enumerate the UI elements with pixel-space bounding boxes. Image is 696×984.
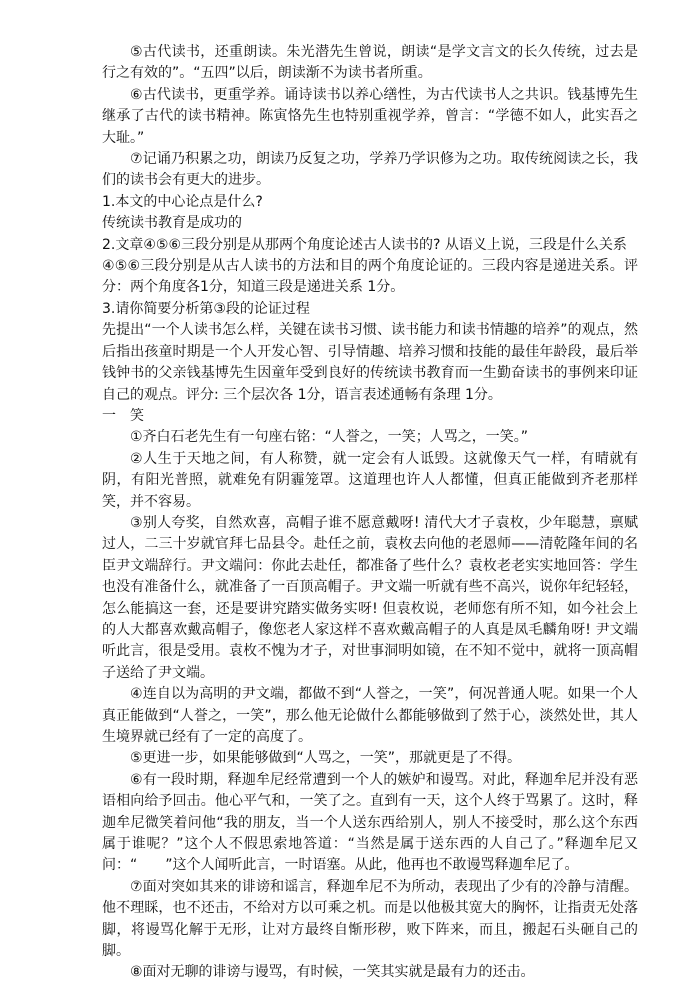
essay-paragraph-6: ⑥有一段时期，释迦牟尼经常遭到一个人的嫉妒和谩骂。对此，释迦牟尼并没有恶语相向给予回击。他心平气和，一笑了之。直到有一天，这个人终于骂累了。这时，释迦牟尼微笑着问他“我的朋友，当一个人送东西给别人，别人不接受时，那么这个东西属于谁呢？”这个人不假思索地答道：“当然是属于送东西的人自己了。”释迦牟尼又问：“ ”这个人闻听此言，一时语塞。从此，他再也不敢谩骂释迦牟尼了。 [102, 771, 638, 874]
essay-paragraph-2: ②人生于天地之间，有人称赞，就一定会有人诋毁。这就像天气一样，有晴就有阴，有阳光普照，就难免有阴霾笼罩。这道理也许人人都懂，但真正能做到齐老那样笑，并不容易。 [102, 450, 638, 510]
essay-paragraph-8: ⑧面对无聊的诽谤与谩骂，有时候，一笑其实就是最有力的还击。 [130, 964, 535, 981]
paragraph-7: ⑦记诵乃积累之功，朗读乃反复之功，学养乃学识修为之功。取传统阅读之长，我们的读书会有更大的进步。 [102, 151, 638, 189]
paragraph-5: ⑤古代读书，还重朗读。朱光潜先生曾说，朗读“是学文言文的长久传统，过去是行之有效的”。“五四”以后，朗读渐不为读书者所重。 [102, 44, 638, 82]
answer-2: ④⑤⑥三段分别是从古人读书的方法和目的两个角度论证的。三段内容是递进关系。评分：两个角度各1分，知道三段是递进关系 1分。 [102, 258, 638, 296]
document-page [102, 42, 638, 984]
question-2: 2.文章④⑤⑥三段分别是从那两个角度论述古人读书的? 从语义上说，三段是什么关系 [102, 236, 627, 253]
paragraph-6: ⑥古代读书，更重学养。诵诗读书以养心缮性，为古代读书人之共识。钱基博先生继承了古代的读书精神。陈寅恪先生也特别重视学养，曾言：“学德不如人，此实吾之大耻。” [102, 86, 638, 146]
answer-3: 先提出“一个人读书怎么样，关键在读书习惯、读书能力和读书情趣的培养”的观点，然后指出孩童时期是一个人开发心智、引导情趣、培养习惯和技能的最佳年龄段，最后举钱钟书的父亲钱基博先生因童年受到良好的传统读书教育而一生勤奋读书的事例来印证自己的观点。评分: 三个层次各 1分，语言表述通畅有条理 1分。 [102, 322, 638, 403]
essay-paragraph-5: ⑤更进一步，如果能够做到“人骂之，一笑”，那就更是了不得。 [130, 750, 522, 767]
essay-paragraph-3: ③别人夸奖，自然欢喜，高帽子谁不愿意戴呀! 清代大才子袁枚，少年聪慧，禀赋过人，二三十岁就官拜七品县令。赴任之前，袁枚去向他的老恩师——清乾隆年间的名臣尹文端辞行。尹文端问：你此去赴任，都准备了些什么？袁枚老老实实地回答：学生也没有准备什么，就准备了一百顶高帽子。尹文端一听就有些不高兴，说你年纪轻轻，怎么能搞这一套，还是要讲究踏实做务实呀! 但袁枚说，老师您有所不知，如今社会上的人大都喜欢戴高帽子，像您老人家这样不喜欢戴高帽子的人真是凤毛麟角呀! 尹文端听此言，很是受用。袁枚不愧为才子，对世事洞明如镜，在不知不觉中，就将一顶高帽子送给了尹文端。 [102, 514, 638, 681]
question-3: 3.请你简要分析第③段的论证过程 [102, 300, 310, 317]
essay-paragraph-1: ①齐白石老先生有一句座右铭：“人誉之，一笑；人骂之，一笑。” [130, 429, 529, 446]
question-1: 1.本文的中心论点是什么? [102, 193, 263, 210]
essay-paragraph-4: ④连自以为高明的尹文端，都做不到“人誉之，一笑”，何况普通人呢。如果一个人真正能做到“人誉之，一笑”，那么他无论做什么都能够做到了然于心，淡然处世，其人生境界就已经有了一定的高度了。 [102, 686, 638, 745]
answer-1: 传统读书教育是成功的 [102, 215, 242, 232]
essay-title: 一笑 [102, 407, 158, 424]
essay-paragraph-7: ⑦面对突如其来的诽谤和谣言，释迦牟尼不为所动，表现出了少有的冷静与清醒。他不理睬，也不还击，不给对方以可乘之机。而是以他极其宽大的胸怀，让指责无处落脚，将谩骂化解于无形，让对方最终自惭形秽，败下阵来，而且，搬起石头砸自己的脚。 [102, 878, 638, 960]
